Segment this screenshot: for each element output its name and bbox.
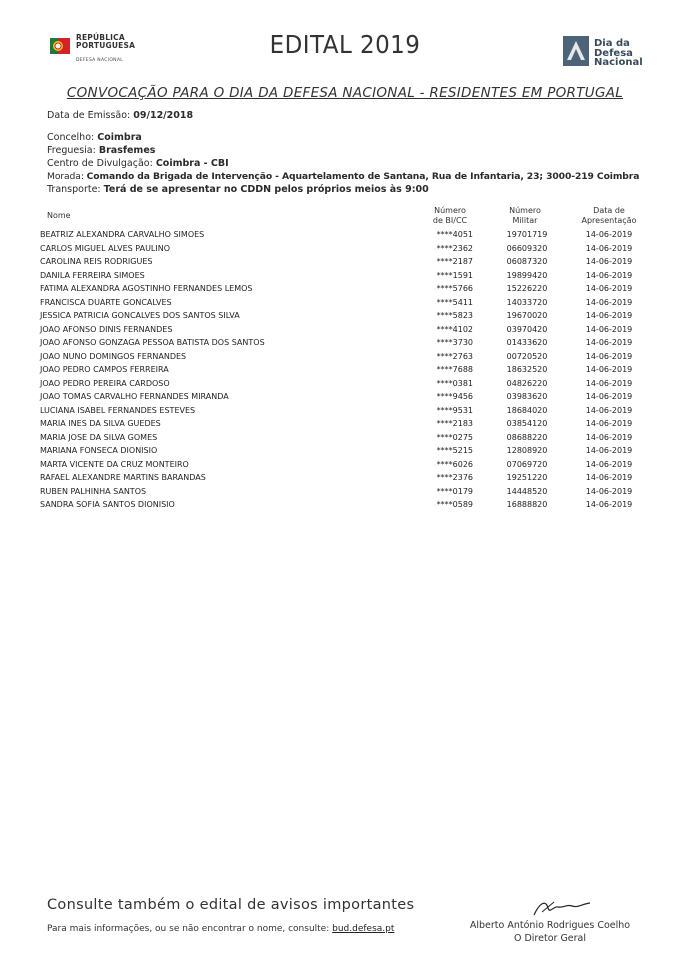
cell-date: 14-06-2019 (585, 351, 633, 361)
cell-bi: ****4051 (436, 230, 473, 239)
signer-name: Alberto António Rodrigues Coelho (469, 920, 631, 931)
table-row (40, 419, 640, 433)
cell-date: 14-06-2019 (585, 473, 633, 482)
centro-value: Coimbra - CBI (155, 158, 229, 169)
cell-bi: ****5215 (436, 446, 473, 455)
cell-date: 14-06-2019 (585, 378, 633, 388)
logo-subtitle: DEFESA NACIONAL (76, 58, 124, 63)
cell-military-number: 03983620 (506, 392, 548, 401)
cell-bi: ****5766 (436, 284, 473, 293)
cell-military-number: 08688220 (506, 432, 548, 442)
cell-military-number: 18684020 (506, 405, 548, 415)
cell-military-number: 06609320 (506, 243, 548, 253)
cell-bi: ****2376 (436, 473, 473, 482)
cell-date: 14-06-2019 (585, 419, 633, 428)
cell-military-number: 19899420 (506, 270, 548, 280)
cell-military-number: 19251220 (506, 473, 548, 482)
table-row (40, 284, 640, 298)
cell-name: MARIA JOSE DA SILVA GOMES (40, 432, 158, 442)
date-header-line-1: Data de (593, 206, 625, 215)
ddn-line-3: Nacional (594, 57, 643, 68)
centro-label: Centro de Divulgação: (47, 158, 153, 169)
column-header-bi (426, 206, 474, 226)
cell-name: JOAO PEDRO CAMPOS FERREIRA (40, 365, 169, 374)
cell-bi: ****2183 (436, 419, 473, 428)
cell-military-number: 01433620 (506, 338, 548, 347)
cell-name: JOAO PEDRO PEREIRA CARDOSO (40, 378, 170, 388)
cell-name: JOAO TOMAS CARVALHO FERNANDES MIRANDA (40, 392, 229, 401)
cell-bi: ****0589 (436, 500, 473, 509)
column-header-name: Nome (47, 211, 71, 220)
cell-name: CAROLINA REIS RODRIGUES (40, 257, 153, 266)
cell-military-number: 14033720 (506, 297, 548, 307)
table-row (40, 487, 640, 501)
centro-divulgacao (47, 158, 229, 169)
transporte-label: Transporte: (47, 184, 101, 195)
emission-value: 09/12/2018 (133, 110, 194, 121)
cell-name: MARTA VICENTE DA CRUZ MONTEIRO (40, 459, 189, 469)
cell-name: MARIANA FONSECA DIONISIO (40, 446, 158, 455)
cell-bi: ****0179 (436, 486, 473, 496)
table-row (40, 244, 640, 258)
cell-military-number: 03970420 (506, 324, 548, 334)
cell-bi: ****2187 (436, 257, 473, 266)
mil-header-line-1: Número (509, 206, 541, 215)
cell-date: 14-06-2019 (585, 432, 633, 442)
cell-bi: ****0275 (436, 432, 473, 442)
ddn-line-2: Defesa (594, 47, 633, 59)
emission-label: Data de Emissão: (47, 110, 131, 121)
cell-date: 14-06-2019 (585, 459, 633, 469)
cell-date: 14-06-2019 (585, 257, 633, 266)
table-row (40, 271, 640, 285)
table-row (40, 446, 640, 460)
cell-name: JESSICA PATRICIA GONCALVES DOS SANTOS SILVA (40, 311, 240, 320)
cell-date: 14-06-2019 (585, 446, 633, 455)
table-row (40, 230, 640, 244)
freguesia-label: Freguesia: (47, 145, 96, 156)
cell-bi: ****6026 (436, 459, 473, 469)
table-row (40, 298, 640, 312)
freguesia (47, 145, 155, 156)
cell-date: 14-06-2019 (585, 392, 633, 401)
freguesia-value: Brasfemes (98, 145, 156, 156)
cell-military-number: 19701719 (506, 230, 548, 239)
cell-bi: ****4102 (436, 324, 473, 334)
table-row (40, 338, 640, 352)
cell-bi: ****2763 (436, 351, 473, 361)
cell-bi: ****2362 (436, 243, 473, 253)
table-row (40, 500, 640, 514)
cell-date: 14-06-2019 (585, 243, 633, 253)
cell-name: CARLOS MIGUEL ALVES PAULINO (40, 243, 171, 253)
transporte (47, 184, 429, 195)
cell-military-number: 18632520 (506, 365, 548, 374)
dia-da-defesa-nacional-logo (563, 36, 653, 76)
date-header-line-2: Apresentação (581, 216, 637, 225)
cell-bi: ****1591 (436, 270, 473, 280)
convocation-heading: CONVOCAÇÃO PARA O DIA DA DEFESA NACIONAL - RESIDENTES EM PORTUGAL (66, 85, 624, 101)
cell-date: 14-06-2019 (585, 500, 633, 509)
cell-bi: ****9531 (436, 405, 473, 415)
mil-header-line-2: Militar (512, 216, 538, 225)
cell-date: 14-06-2019 (585, 284, 633, 293)
cell-military-number: 07069720 (506, 459, 548, 469)
cell-name: BEATRIZ ALEXANDRA CARVALHO SIMOES (40, 230, 205, 239)
column-header-date (572, 206, 646, 226)
table-row (40, 311, 640, 325)
cell-date: 14-06-2019 (585, 297, 633, 307)
cell-bi: ****5411 (436, 297, 473, 307)
cell-date: 14-06-2019 (585, 324, 633, 334)
cell-military-number: 16888820 (506, 500, 548, 509)
table-row (40, 379, 640, 393)
signer-role: O Diretor Geral (513, 933, 587, 944)
cell-military-number: 06087320 (506, 257, 548, 266)
page-title: EDITAL 2019 (269, 30, 421, 59)
logo-line-1: REPÚBLICA (76, 33, 125, 42)
cell-military-number: 04826220 (506, 378, 548, 388)
signature-icon (528, 898, 598, 920)
table-row (40, 460, 640, 474)
footer-link[interactable]: bud.defesa.pt (332, 924, 395, 934)
footer-title: Consulte também o edital de avisos importantes (47, 897, 415, 913)
column-header-military (500, 206, 550, 226)
cell-military-number: 14448520 (506, 486, 548, 496)
cell-date: 14-06-2019 (585, 405, 633, 415)
table-row (40, 392, 640, 406)
table-row (40, 433, 640, 447)
table-row (40, 406, 640, 420)
cell-name: JOAO AFONSO DINIS FERNANDES (40, 324, 173, 334)
cell-military-number: 15226220 (506, 284, 548, 293)
bi-header-line-1: Número (434, 206, 466, 215)
cell-date: 14-06-2019 (585, 365, 633, 374)
morada-value: Comando da Brigada de Intervenção - Aquartelamento de Santana, Rua de Infantaria, 23; 3000-219 Coimbra (86, 171, 640, 182)
cell-name: JOAO AFONSO GONZAGA PESSOA BATISTA DOS SANTOS (40, 338, 265, 347)
morada (47, 171, 639, 182)
bi-header-line-2: de BI/CC (432, 216, 468, 225)
cell-name: SANDRA SOFIA SANTOS DIONISIO (40, 500, 175, 509)
cell-date: 14-06-2019 (585, 270, 633, 280)
table-row (40, 352, 640, 366)
table-row (40, 473, 640, 487)
cell-bi: ****3730 (436, 338, 473, 347)
cell-name: RUBEN PALHINHA SANTOS (40, 486, 147, 496)
cell-military-number: 03854120 (506, 419, 548, 428)
emission-date (47, 110, 193, 121)
cell-date: 14-06-2019 (585, 311, 633, 320)
ddn-emblem-icon (563, 36, 589, 66)
cell-military-number: 00720520 (506, 351, 548, 361)
cell-name: LUCIANA ISABEL FERNANDES ESTEVES (40, 405, 196, 415)
concelho (47, 132, 142, 143)
cell-name: FRANCISCA DUARTE GONCALVES (40, 297, 172, 307)
table-row (40, 365, 640, 379)
transporte-value: Terá de se apresentar no CDDN pelos próprios meios às 9:00 (103, 184, 429, 195)
cell-military-number: 12808920 (506, 446, 548, 455)
cell-date: 14-06-2019 (585, 230, 633, 239)
cell-name: FATIMA ALEXANDRA AGOSTINHO FERNANDES LEMOS (40, 284, 253, 293)
cell-bi: ****0381 (436, 378, 473, 388)
concelho-value: Coimbra (97, 132, 142, 143)
cell-bi: ****7688 (436, 365, 473, 374)
footer-info-text: Para mais informações, ou se não encontrar o nome, consulte: (47, 924, 330, 934)
cell-date: 14-06-2019 (585, 486, 633, 496)
cell-bi: ****9456 (436, 392, 473, 401)
concelho-label: Concelho: (47, 132, 95, 143)
cell-name: DANILA FERREIRA SIMOES (40, 270, 145, 280)
cell-name: JOAO NUNO DOMINGOS FERNANDES (40, 351, 187, 361)
cell-date: 14-06-2019 (585, 338, 633, 347)
morada-label: Morada: (47, 171, 84, 182)
ddn-line-1: Dia da (594, 38, 630, 49)
logo-line-2: PORTUGUESA (76, 41, 136, 50)
table-row (40, 325, 640, 339)
cell-name: RAFAEL ALEXANDRE MARTINS BARANDAS (40, 473, 206, 482)
footer-info (47, 924, 394, 934)
table-row (40, 257, 640, 271)
cell-name: MARIA INES DA SILVA GUEDES (40, 419, 161, 428)
cell-military-number: 19670020 (506, 311, 548, 320)
cell-bi: ****5823 (436, 311, 473, 320)
